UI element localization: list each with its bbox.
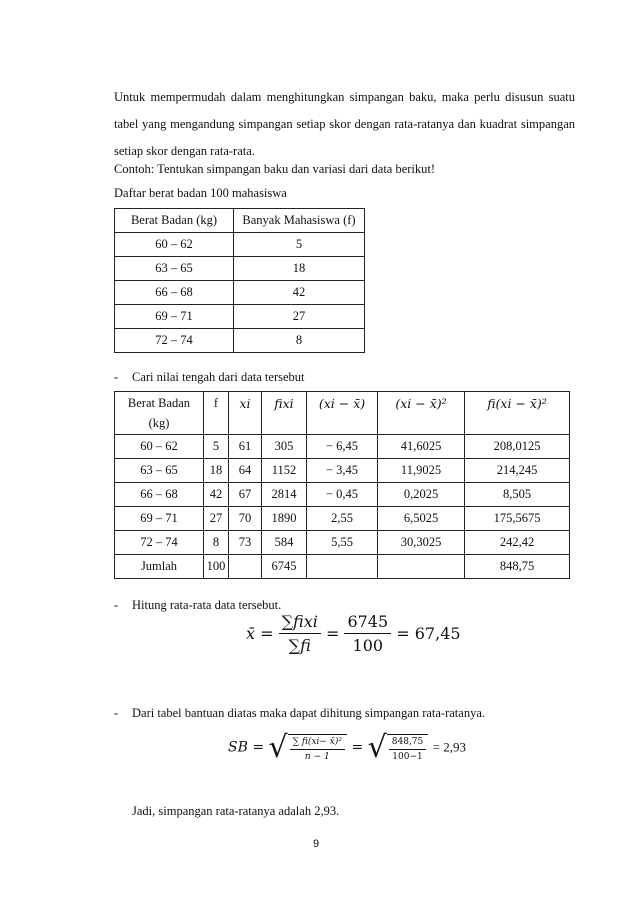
bullet-dash: - [114, 706, 119, 720]
table-cell: 6745 [262, 555, 307, 579]
table-cell: Jumlah [115, 555, 204, 579]
table-cell: 27 [204, 507, 229, 531]
list-title: Daftar berat badan 100 mahasiswa [114, 186, 287, 200]
fraction [387, 734, 429, 762]
table-cell: 66 – 68 [115, 281, 234, 305]
table-cell: − 0,45 [307, 483, 378, 507]
header-line: Berat Badan [127, 396, 191, 410]
table-cell: 242,42 [465, 531, 570, 555]
formula-lhs: SB = [228, 739, 265, 756]
table-cell: 214,245 [465, 459, 570, 483]
sqrt-icon: √ [268, 730, 288, 765]
table-row [115, 435, 570, 459]
table-row [115, 483, 570, 507]
table-cell: 11,9025 [378, 459, 465, 483]
table-cell: 69 – 71 [115, 507, 204, 531]
table-cell: 60 – 62 [115, 435, 204, 459]
table-cell: 5,55 [307, 531, 378, 555]
table-cell: 1152 [262, 459, 307, 483]
table-cell: 63 – 65 [115, 459, 204, 483]
mean-formula: x̄ = $\frac{\text{∑fixi}}{\sum fi}$ = $\frac{6745}{100}$ = 67,45 [246, 612, 461, 655]
table-cell: 175,5675 [465, 507, 570, 531]
fraction [279, 612, 321, 655]
table-row [115, 329, 365, 353]
table-header: Berat Badan (kg) [115, 209, 234, 233]
fraction-numerator: ∑fixi [279, 612, 321, 634]
table-cell: 8 [204, 531, 229, 555]
table-cell: 0,2025 [378, 483, 465, 507]
page-number: 9 [313, 838, 320, 850]
table-cell: 6,5025 [378, 507, 465, 531]
calculation-table [114, 391, 570, 579]
table-cell: 67 [229, 483, 262, 507]
fraction-denominator: ∑fi [288, 636, 311, 655]
step-1-text: Cari nilai tengah dari data tersebut [132, 370, 305, 384]
table-header: (xi − x̄)² [378, 392, 465, 435]
table-cell: 30,3025 [378, 531, 465, 555]
table-cell: 2814 [262, 483, 307, 507]
table-row [115, 507, 570, 531]
table-header: f [204, 392, 229, 435]
table-cell [378, 555, 465, 579]
fraction-denominator: 100 [352, 636, 384, 655]
table-cell: 73 [229, 531, 262, 555]
table-header-row [115, 209, 365, 233]
table-cell: 2,55 [307, 507, 378, 531]
table-header: Banyak Mahasiswa (f) [234, 209, 365, 233]
table-cell: 64 [229, 459, 262, 483]
table-header: xi [229, 392, 262, 435]
table-row [115, 257, 365, 281]
table-cell: 100 [204, 555, 229, 579]
step-2-text: Hitung rata-rata data tersebut. [132, 598, 282, 612]
sqrt-icon: √ [367, 730, 387, 765]
table-header: fi(xi − x̄)² [465, 392, 570, 435]
table-cell: 72 – 74 [115, 531, 204, 555]
table-cell: − 6,45 [307, 435, 378, 459]
table-row [115, 305, 365, 329]
table-cell: 5 [204, 435, 229, 459]
table-cell [307, 555, 378, 579]
header-line: (kg) [148, 416, 170, 430]
table-row [115, 281, 365, 305]
table-cell: 18 [204, 459, 229, 483]
table-cell: 70 [229, 507, 262, 531]
example-heading: Contoh: Tentukan simpangan baku dan variasi dari data berikut! [114, 162, 436, 176]
table-cell: 72 – 74 [115, 329, 234, 353]
table-cell: 27 [234, 305, 365, 329]
table-total-row [115, 555, 570, 579]
table-cell: 5 [234, 233, 365, 257]
fraction-numerator: 848,75 [389, 737, 427, 750]
intro-paragraph: Untuk mempermudah dalam menghitungkan simpangan baku, maka perlu disusun suatu tabel yang mengandung simpangan setiap skor dengan rata-ratanya dan kuadrat simpangan setiap skor dengan rata-rata. [114, 90, 575, 158]
table-row [115, 531, 570, 555]
table-cell: 42 [204, 483, 229, 507]
table-row [115, 233, 365, 257]
weight-frequency-table [114, 208, 365, 353]
fraction [344, 612, 391, 655]
table-row [115, 459, 570, 483]
table-header: (xi − x̄) [307, 392, 378, 435]
step-3-text: Dari tabel bantuan diatas maka dapat dihitung simpangan rata-ratanya. [132, 706, 485, 720]
table-cell: 60 – 62 [115, 233, 234, 257]
fraction [288, 734, 347, 762]
table-cell: 61 [229, 435, 262, 459]
formula-result: = 67,45 [396, 624, 461, 643]
table-cell: 1890 [262, 507, 307, 531]
fraction-denominator: n − 1 [304, 751, 330, 762]
fraction-numerator: ∑ fi(xi− x̄)² [290, 737, 345, 750]
bullet-dash: - [114, 370, 119, 384]
conclusion-text: Jadi, simpangan rata-ratanya adalah 2,93. [132, 804, 340, 818]
table-cell: 208,0125 [465, 435, 570, 459]
bullet-dash: - [114, 598, 119, 612]
table-cell: 18 [234, 257, 365, 281]
formula-result: = 2,93 [432, 739, 467, 755]
table-cell: 584 [262, 531, 307, 555]
table-header: fixi [262, 392, 307, 435]
table-cell: 63 – 65 [115, 257, 234, 281]
table-cell: 848,75 [465, 555, 570, 579]
standard-deviation-formula: SB = √ $\frac{\text{∑ fi(xi− x̄)²}}{n - 1}$ = √ $\frac{848,75}{100-1}$ = 2,93 [228, 730, 467, 765]
table-cell: 41,6025 [378, 435, 465, 459]
table-cell: 66 – 68 [115, 483, 204, 507]
formula-lhs: x̄ = [246, 624, 274, 643]
table-cell [229, 555, 262, 579]
fraction-numerator: 6745 [344, 612, 391, 634]
table-cell: − 3,45 [307, 459, 378, 483]
table-cell: 8 [234, 329, 365, 353]
table-cell: 305 [262, 435, 307, 459]
fraction-denominator: 100−1 [392, 751, 423, 762]
table-cell: 42 [234, 281, 365, 305]
table-cell: 8,505 [465, 483, 570, 507]
table-header-weight [115, 392, 204, 435]
table-header-row [115, 392, 570, 435]
table-cell: 69 – 71 [115, 305, 234, 329]
